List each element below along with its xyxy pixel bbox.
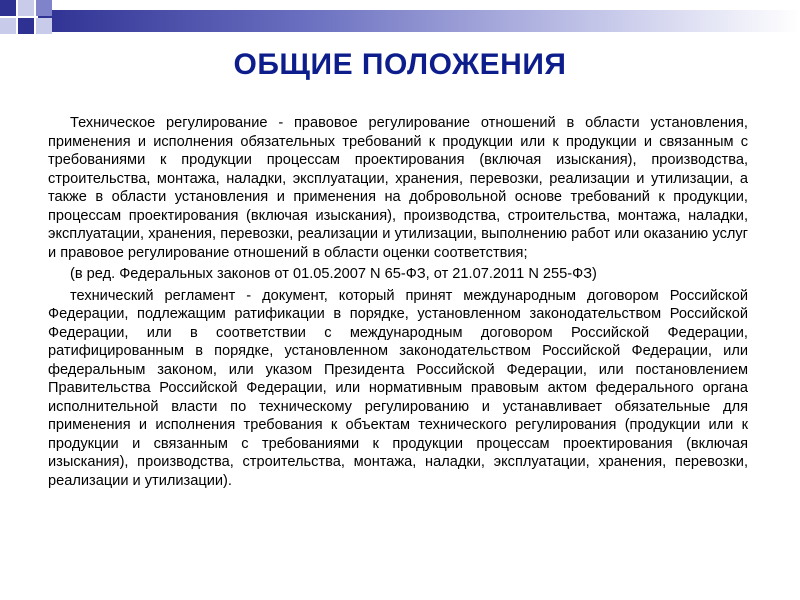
top-decor-band [0,0,800,34]
decor-square [36,0,52,16]
paragraph-definition-technical-regulation: Техническое регулирование - правовое регулирование отношений в области установления, применения и исполнения обязательных требований к продукции или к продукции и связанным с требованиями к продукции процессам проектирования (включая изыскания), производства, строительства, монтажа, наладки, эксплуатации, хранения, перевозки, реализации и утилизации, а также в области установления и применения на добровольной основе требований к продукции, процессам проектирования (включая изыскания), производства, строительства, монтажа, наладки, эксплуатации, хранения, перевозки, реализации и утилизации, выполнению работ или оказанию услуг и правовое регулирование отношений в области оценки соответствия; [48,115,748,261]
decor-square [18,0,34,16]
decor-square [18,18,34,34]
decor-square [0,0,16,16]
paragraph-amendment-note: (в ред. Федеральных законов от 01.05.2007 N 65-ФЗ, от 21.07.2011 N 255-ФЗ) [70,266,597,282]
decor-square [0,18,16,34]
decor-square [36,18,52,34]
decor-gradient-bar [38,10,800,32]
paragraph-definition-technical-reglament: технический регламент - документ, который принят международным договором Российской Федерации, подлежащим ратификации в порядке, установленном законодательством Российской Федерации, или в соответствии с международным договором Российской Федерации, ратифицированным в порядке, установленном законодательством Российской Федерации, или федеральным законом, или указом Президента Российской Федерации, или постановлением Правительства Российской Федерации, или нормативным правовым актом федерального органа исполнительной власти по техническому регулированию и устанавливает обязательные для применения и исполнения требования к объектам технического регулирования (продукции или к продукции и связанным с требованиями к продукции процессам проектирования (включая изыскания), производства, строительства, монтажа, наладки, эксплуатации, хранения, перевозки, реализации и утилизации). [48,287,748,489]
slide-title: ОБЩИЕ ПОЛОЖЕНИЯ [233,48,567,81]
slide-body [48,114,748,493]
